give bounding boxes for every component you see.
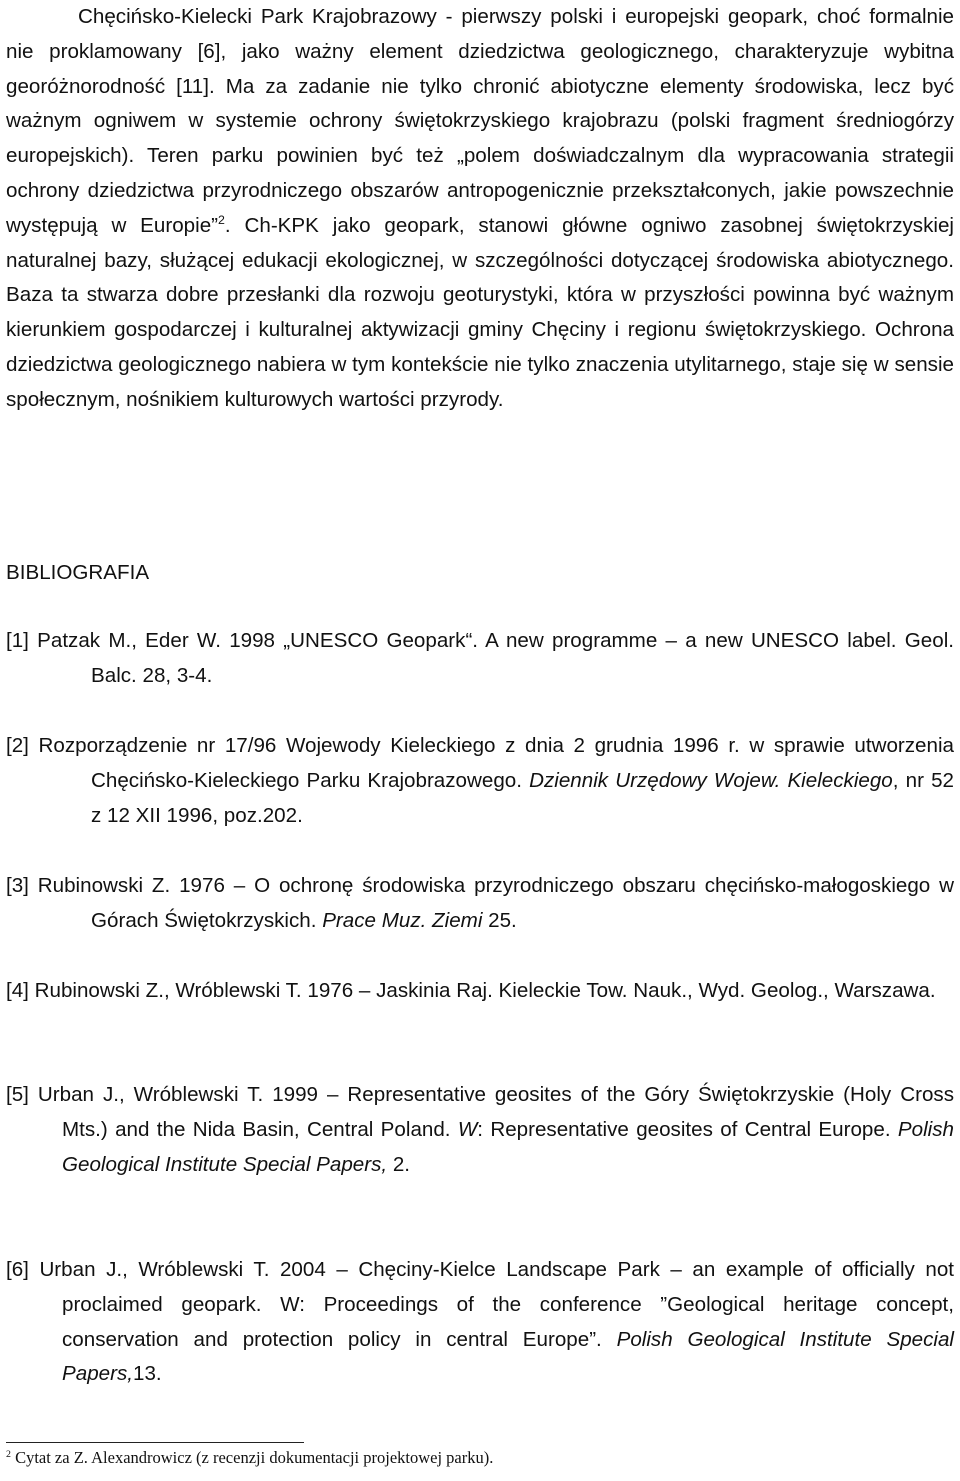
- body-paragraph: [6, 0, 954, 418]
- reference-3: [3] Rubinowski Z. 1976 – O ochronę środowiska przyrodniczego obszaru chęcińsko-małogoskiego w Górach Świętokrzyskich. Prace Muz. Ziemi 25.: [6, 874, 954, 932]
- bibliography-heading: BIBLIOGRAFIA: [6, 561, 150, 584]
- footnote-divider: [6, 1442, 304, 1443]
- footnote-marker: 2: [218, 213, 225, 228]
- reference-5: [5] Urban J., Wróblewski T. 1999 – Representative geosites of the Góry Świętokrzyskie (Holy Cross Mts.) and the Nida Basin, Central Poland. W: Representative geosites of Central Europe. Polish Geological Institute Special Papers, 2.: [6, 1083, 954, 1176]
- reference-4: [4] Rubinowski Z., Wróblewski T. 1976 – Jaskinia Raj. Kieleckie Tow. Nauk., Wyd. Geolog., Warszawa.: [6, 979, 936, 1002]
- reference-6: [6] Urban J., Wróblewski T. 2004 – Chęciny-Kielce Landscape Park – an example of officially not proclaimed geopark. W: Proceedings of the conference ”Geological heritage concept, conservation and protection policy in central Europe”. Polish Geological Institute Special Papers,13.: [6, 1258, 955, 1386]
- reference-2: [2] Rozporządzenie nr 17/96 Wojewody Kieleckiego z dnia 2 grudnia 1996 r. w sprawie utworzenia Chęcińsko-Kieleckiego Parku Krajobrazowego. Dziennik Urzędowy Wojew. Kieleckiego, nr 52 z 12 XII 1996, poz.202.: [6, 734, 954, 827]
- reference-1: [1] Patzak M., Eder W. 1998 „UNESCO Geopark“. A new programme – a new UNESCO label. Geol. Balc. 28, 3-4.: [6, 629, 954, 687]
- footnote: $^2$ Cytat za Z. Alexandrowicz (z recenzji dokumentacji projektowej parku).: [6, 1448, 494, 1467]
- body-text: Chęcińsko-Kielecki Park Krajobrazowy - pierwszy polski i europejski geopark, choć formalnie nie proklamowany [6], jako ważny element dziedzictwa geologicznego, charakteryzuje wybitna georóżnorodność [11]. Ma za zadanie nie tylko chronić abiotyczne elementy środowiska, lecz być ważnym ogniwem w systemie ochrony świętokrzyskiego krajobrazu (polski fragment średniogórzy europejskich). Teren parku powinien być też „polem doświadczalnym dla wypracowania strategii ochrony dziedzictwa przyrodniczego obszarów antropogenicznie przekształconych, jakie powszechnie występują w Europie”: [6, 5, 954, 237]
- body-text-tail: . Ch-KPK jako geopark, stanowi główne ogniwo zasobnej świętokrzyskiej naturalnej bazy, służącej edukacji ekologicznej, w szczególności dotyczącej środowiska abiotycznego. Baza ta stwarza dobre przesłanki dla rozwoju geoturystyki, która w przyszłości powinna być ważnym kierunkiem gospodarczej i kulturalnej aktywizacji gminy Chęciny i regionu świętokrzyskiego. Ochrona dziedzictwa geologicznego nabiera w tym kontekście nie tylko znaczenia utylitarnego, staje się w sensie społecznym, nośnikiem kulturowych wartości przyrody.: [6, 213, 954, 411]
